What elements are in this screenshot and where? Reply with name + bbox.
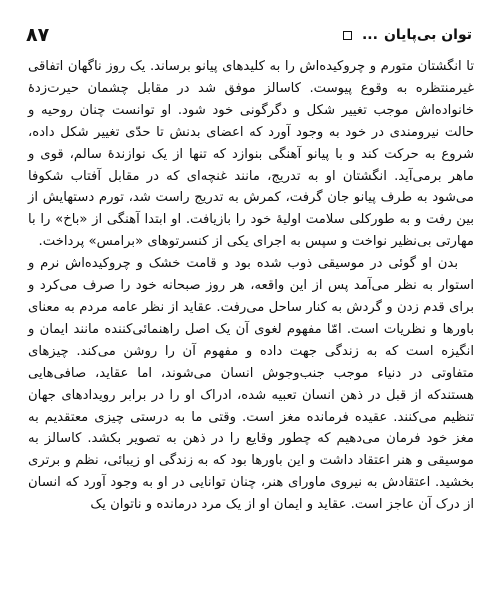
body-text (28, 56, 474, 516)
page-number: ۸۷ (26, 24, 50, 46)
paragraph-1: تا انگشتان متورم و چروکیده‌اش را به کلیدهای پیانو برساند. یک روز ناگهان اتفاقی غیرمنتظره به وقوع پیوست. کاسالز موفق شد در مقابل چشمان حیرت‌زدهٔ خانواده‌اش موجب تغییر شکل و دگرگونی خود شود. او توانست چنان روحیه و حالت نیرومندی در خود به وجود آورد که اعضای بدنش تا حدّی تغییر شکل داده، شروع به حرکت کند و با پیانو آهنگی بنوازد که تنها از یک نوازندهٔ سالم، قوی و ماهر برمی‌آید. انگشتان او به تدریج، مانند غنچه‌ای که در مقابل آفتاب شکوفا می‌شود به طرف پیانو جان گرفت، کمرش به تدریج راست شد، تورم دستهایش از بین رفت و به طورکلی سلامت اولیهٔ خود را بازیافت. او ابتدا آهنگی از «باخ» را با مهارتی بی‌نظیر نواخت و سپس به اجرای یکی از کنسرتوهای «برامس» پرداخت. (28, 59, 474, 250)
square-outline-icon (343, 31, 352, 40)
running-head-group (331, 27, 472, 43)
header-ellipsis: ... (361, 27, 378, 43)
running-head-title: توان بی‌پایان (383, 27, 472, 43)
page-header (26, 22, 472, 48)
paragraph-2: بدن او گوئی در موسیقی ذوب شده بود و قامت خشک و چروکیده‌اش نرم و استوار به نظر می‌آمد پس از این واقعه، هر روز صبحانه خود را صرف می‌کرد و برای قدم زدن و گردش به کنار ساحل می‌رفت. عقاید از نظر عامه مردم به معنای باورها و نظریات است. امّا مفهوم لغوی آن یک اصل راهنمائی‌کننده مانند ایمان و انگیزه است که به زندگی جهت داده و مفهوم آن را روشن می‌کند. چیزهای متفاوتی در دنیاء موجب جنب‌وجوش انسان می‌شوند، اما عقاید، صافی‌هایی هستندکه از قبل در ذهن انسان تعبیه شده، ادراک او را در برابر رویدادهای جهان تنظیم می‌کنند. عقیده فرمانده مغز است. وقتی ما به درستی چیزی معتقدیم به مغز خود فرمان می‌دهیم که چطور وقایع را در ذهن به تصویر بکشد. کاسالز به موسیقی و هنر اعتقاد داشت و این باورها بود که به زندگی او زیبائی، نظم و برتری بخشید. اعتقادش به نیروی ماورای هنر، چنان توانایی در او به وجود آورد که انسان از درک آن عاجز است. عقاید و ایمان او از یک مرد درمانده و ناتوان یک (28, 256, 474, 513)
